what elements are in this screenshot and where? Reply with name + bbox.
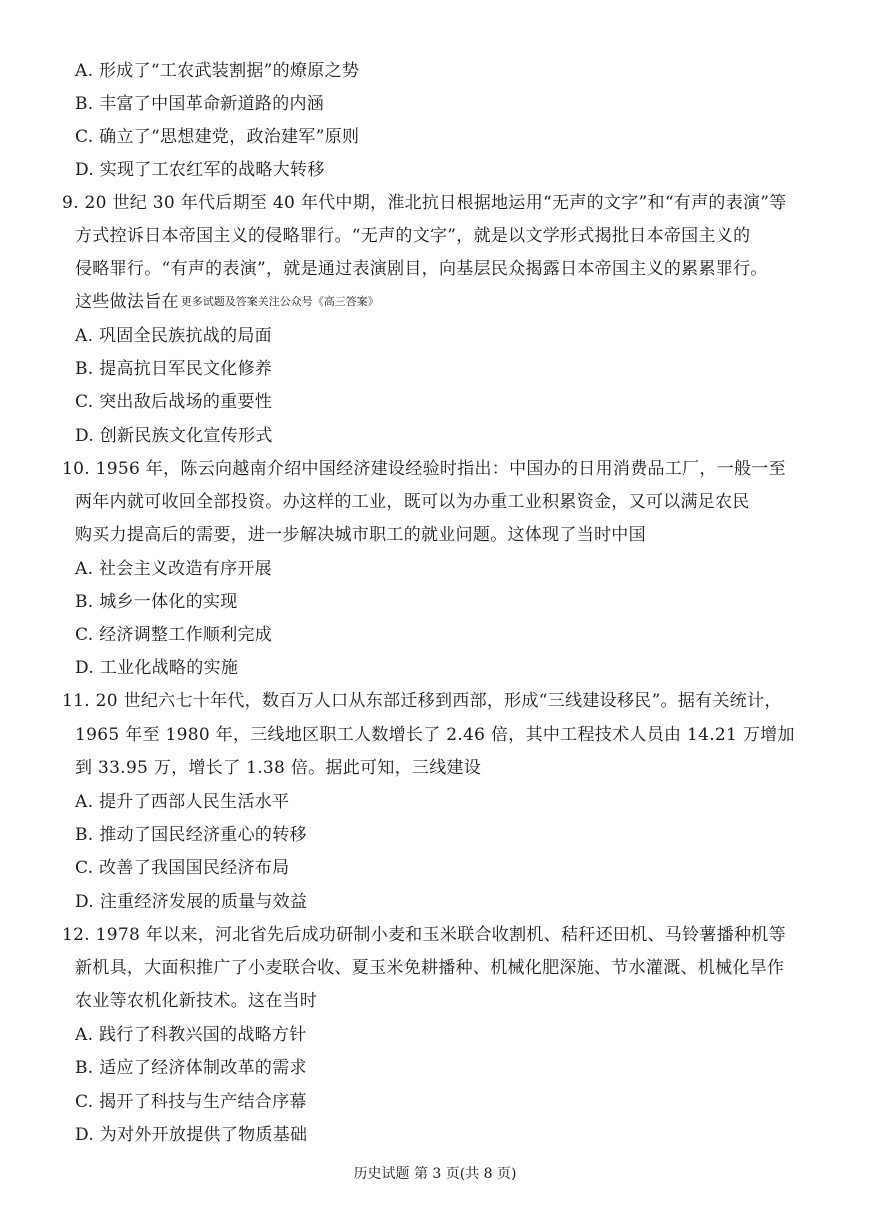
q9-stem-line-4 [75, 291, 379, 313]
q9-stem-line-2: 方式控诉日本帝国主义的侵略罪行。“无声的文字”，就是以文学形式揭批日本帝国主义的 [75, 226, 751, 246]
q8-option-b: B. 丰富了中国革命新道路的内涵 [75, 94, 325, 114]
q12-stem-line-1: 12. 1978 年以来，河北省先后成功研制小麦和玉米联合收割机、秸秆还田机、马铃薯播种机等 [62, 925, 786, 945]
q11-stem-line-2: 1965 年至 1980 年，三线地区职工人数增长了 2.46 倍，其中工程技术人员由 14.21 万增加 [75, 725, 795, 745]
q9-option-a: A. 巩固全民族抗战的局面 [75, 326, 272, 346]
q11-option-d: D. 注重经济发展的质量与效益 [75, 892, 308, 912]
q12-option-a: A. 践行了科教兴国的战略方针 [75, 1025, 307, 1045]
q10-option-d: D. 工业化战略的实施 [75, 658, 239, 678]
q11-option-b: B. 推动了国民经济重心的转移 [75, 825, 307, 845]
q8-option-c: C. 确立了“思想建党，政治建军”原则 [75, 127, 360, 147]
q11-option-c: C. 改善了我国国民经济布局 [75, 858, 290, 878]
q9-stem-line-3: 侵略罪行。“有声的表演”，就是通过表演剧目，向基层民众揭露日本帝国主义的累累罪行。 [75, 259, 768, 279]
q9-stem-line-1: 9. 20 世纪 30 年代后期至 40 年代中期，淮北抗日根据地运用“无声的文字”和“有声的表演”等 [62, 193, 787, 213]
q9-watermark-note: 更多试题及答案关注公众号《高三答案》 [180, 295, 379, 308]
q12-stem-line-3: 农业等农机化新技术。这在当时 [75, 991, 318, 1011]
q12-option-d: D. 为对外开放提供了物质基础 [75, 1125, 308, 1145]
q12-option-b: B. 适应了经济体制改革的需求 [75, 1058, 307, 1078]
q10-option-a: A. 社会主义改造有序开展 [75, 559, 272, 579]
q10-option-c: C. 经济调整工作顺利完成 [75, 625, 273, 645]
q8-option-a: A. 形成了“工农武装割据”的燎原之势 [75, 61, 360, 81]
q10-option-b: B. 城乡一体化的实现 [75, 592, 238, 612]
q11-option-a: A. 提升了西部人民生活水平 [75, 792, 290, 812]
q9-stem-text: 这些做法旨在 [75, 292, 179, 312]
q10-stem-line-2: 两年内就可收回全部投资。办这样的工业，既可以为办重工业积累资金，又可以满足农民 [75, 492, 750, 512]
q12-stem-line-2: 新机具，大面积推广了小麦联合收、夏玉米免耕播种、机械化肥深施、节水灌溉、机械化旱作 [75, 958, 785, 978]
q11-stem-line-1: 11. 20 世纪六七十年代，数百万人口从东部迁移到西部，形成“三线建设移民”。据有关统计， [62, 691, 782, 711]
q9-option-b: B. 提高抗日军民文化修养 [75, 359, 273, 379]
q12-option-c: C. 揭开了科技与生产结合序幕 [75, 1092, 307, 1112]
q8-option-d: D. 实现了工农红军的战略大转移 [75, 160, 325, 180]
q9-option-c: C. 突出敌后战场的重要性 [75, 392, 273, 412]
q10-stem-line-3: 购买力提高后的需要，进一步解决城市职工的就业问题。这体现了当时中国 [75, 525, 646, 545]
q11-stem-line-3: 到 33.95 万，增长了 1.38 倍。据此可知，三线建设 [75, 758, 482, 778]
q9-option-d: D. 创新民族文化宣传形式 [75, 426, 273, 446]
q10-stem-line-1: 10. 1956 年，陈云向越南介绍中国经济建设经验时指出：中国办的日用消费品工厂，一般一至 [62, 459, 786, 479]
page-footer: 历史试题 第 3 页(共 8 页) [353, 1166, 517, 1182]
